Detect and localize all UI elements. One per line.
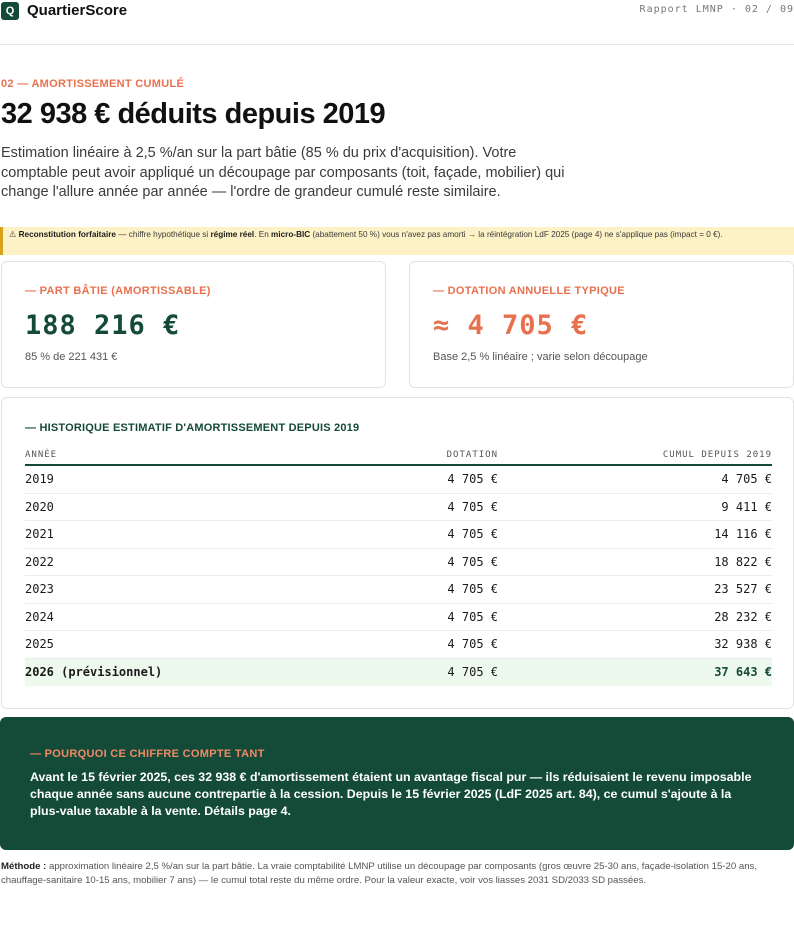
brand-logo: Q <box>1 2 19 20</box>
table-row-forecast <box>25 659 772 687</box>
warning-text-3: (abattement 50 %) vous n'avez pas amorti → la réintégration LdF 2025 (page 4) ne s'applique pas (impact = 0 €). <box>310 230 723 239</box>
cell-year: 2022 <box>25 554 54 569</box>
cell-dotation: 4 705 € <box>447 609 498 624</box>
cell-cumul: 32 938 € <box>714 637 772 652</box>
table-row <box>25 549 772 577</box>
history-card <box>1 397 794 709</box>
cell-dotation: 4 705 € <box>447 554 498 569</box>
cell-cumul: 23 527 € <box>714 582 772 597</box>
kpi-label: — PART BÂTIE (AMORTISSABLE) <box>25 285 211 297</box>
section-intro: Estimation linéaire à 2,5 %/an sur la part bâtie (85 % du prix d'acquisition). Votre comptable peut avoir appliqué un découpage par composants (toit, façade, mobilier) qui change l'allure année par année — l'ordre de grandeur cumulé reste similaire. <box>1 145 565 200</box>
footnote-label: Méthode : <box>1 861 47 872</box>
page-title: 32 938 € déduits depuis 2019 <box>1 98 386 130</box>
cell-dotation: 4 705 € <box>447 527 498 542</box>
cell-dotation: 4 705 € <box>447 499 498 514</box>
kpi-card-annual-dotation <box>409 261 794 388</box>
kpi-value: 188 216 € <box>25 310 181 341</box>
column-header-cumul: CUMUL DEPUIS 2019 <box>662 450 772 460</box>
kpi-note: Base 2,5 % linéaire ; varie selon découpage <box>433 351 648 363</box>
cell-cumul: 9 411 € <box>721 499 772 514</box>
warning-strong-2: régime réel <box>210 230 255 239</box>
cell-dotation: 4 705 € <box>447 472 498 487</box>
cell-year: 2023 <box>25 582 54 597</box>
history-title: — HISTORIQUE ESTIMATIF D'AMORTISSEMENT DEPUIS 2019 <box>25 422 360 434</box>
table-row <box>25 521 772 549</box>
table-row <box>25 604 772 632</box>
kpi-note: 85 % de 221 431 € <box>25 351 118 363</box>
method-footnote <box>1 860 791 888</box>
warning-text-1: — chiffre hypothétique si <box>115 230 211 239</box>
table-row <box>25 631 772 659</box>
why-it-matters-callout <box>0 717 794 850</box>
cell-cumul: 28 232 € <box>714 609 772 624</box>
column-header-dotation: DOTATION <box>446 450 498 460</box>
brand-name: QuartierScore <box>27 2 128 19</box>
warning-strong-3: micro-BIC <box>271 230 311 239</box>
callout-label: — POURQUOI CE CHIFFRE COMPTE TANT <box>30 748 265 760</box>
table-header <box>25 446 772 466</box>
cell-year: 2019 <box>25 472 54 487</box>
cell-year: 2020 <box>25 499 54 514</box>
cell-cumul: 37 643 € <box>714 665 772 680</box>
cell-dotation: 4 705 € <box>447 665 498 680</box>
kpi-card-built-part <box>1 261 386 388</box>
cell-cumul: 4 705 € <box>721 472 772 487</box>
cell-year: 2024 <box>25 609 54 624</box>
kpi-label: — DOTATION ANNUELLE TYPIQUE <box>433 285 625 297</box>
cell-year: 2026 (prévisionnel) <box>25 665 163 680</box>
cell-cumul: 14 116 € <box>714 527 772 542</box>
history-table <box>25 446 772 686</box>
warning-icon: ⚠ <box>9 230 17 239</box>
cell-dotation: 4 705 € <box>447 582 498 597</box>
callout-text: Avant le 15 février 2025, ces 32 938 € d'amortissement étaient un avantage fiscal pur — ils réduisaient le revenu imposable chaque année sans aucune contrepartie à la cession. Depuis le 15 février 2025 (LdF 2025 art. 84), ce cumul s'ajoute à la plus-value taxable à la vente. Détails page 4. <box>30 770 752 818</box>
cell-cumul: 18 822 € <box>714 554 772 569</box>
warning-banner <box>0 227 794 255</box>
table-row <box>25 576 772 604</box>
report-header <box>0 0 794 45</box>
column-header-year: ANNÉE <box>25 450 58 460</box>
cell-dotation: 4 705 € <box>447 637 498 652</box>
cell-year: 2021 <box>25 527 54 542</box>
kpi-value: ≈ 4 705 € <box>433 310 589 341</box>
table-row <box>25 466 772 494</box>
report-page-ref: Rapport LMNP · 02 / 09 <box>639 4 794 15</box>
footnote-text: approximation linéaire 2,5 %/an sur la part bâtie. La vraie comptabilité LMNP utilise un découpage par composants (gros œuvre 25-30 ans, façade-isolation 15-20 ans, chauffage-sanitaire 10-15 ans, mobilier 7 ans) — le cumul total reste du même ordre. Pour la valeur exacte, voir vos liasses 2031 SD/2033 SD passées. <box>1 861 757 886</box>
warning-text-2: . En <box>254 230 272 239</box>
cell-year: 2025 <box>25 637 54 652</box>
section-eyebrow: 02 — AMORTISSEMENT CUMULÉ <box>1 78 185 90</box>
table-row <box>25 494 772 522</box>
warning-strong-1: Reconstitution forfaitaire <box>18 230 116 239</box>
